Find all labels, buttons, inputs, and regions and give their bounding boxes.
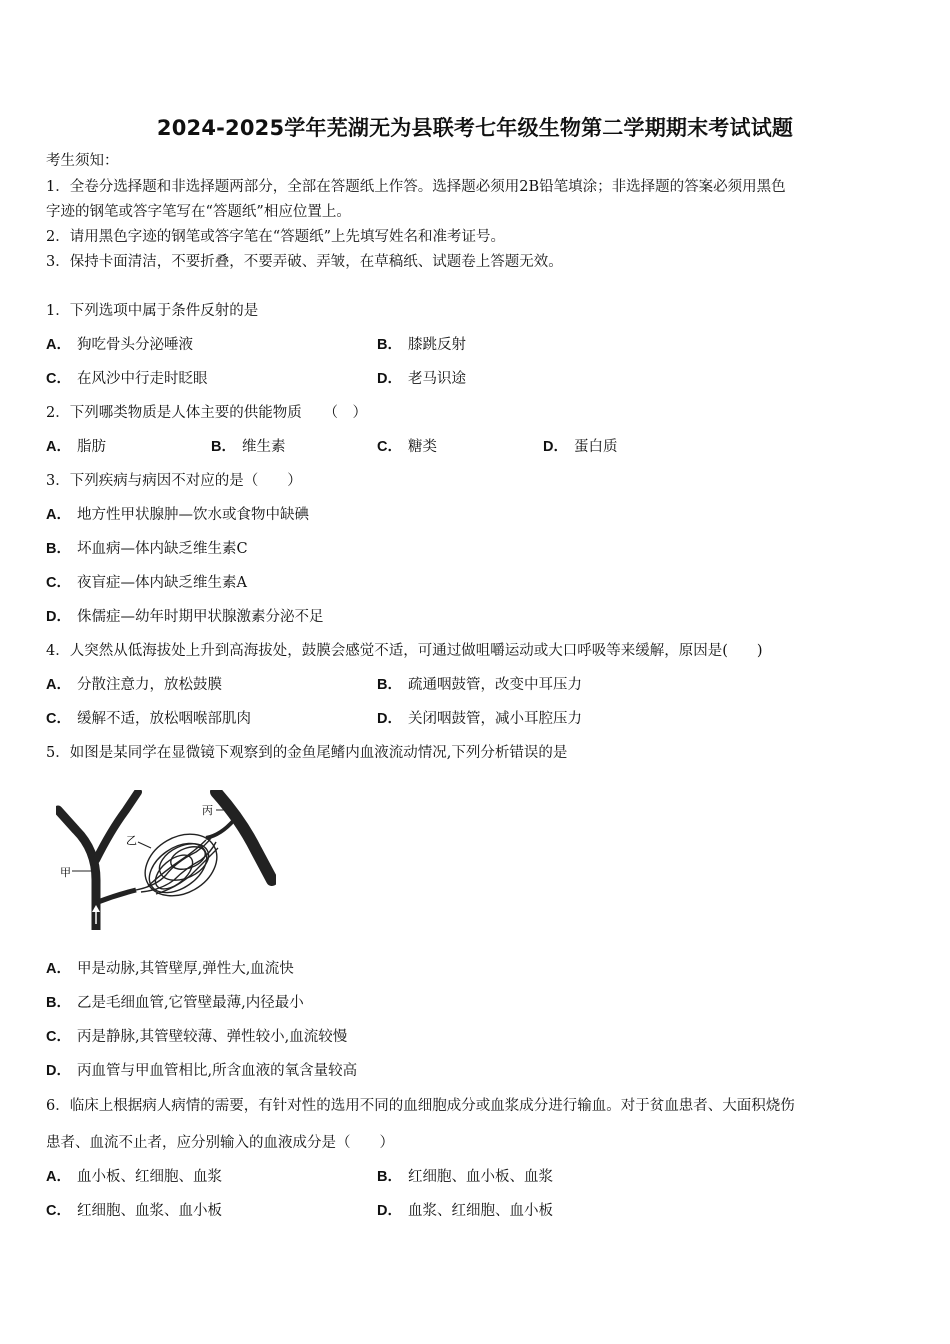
question-stem: 1．下列选项中属于条件反射的是	[46, 303, 259, 319]
option-a: A． 脂肪	[46, 439, 106, 455]
option-a: A． 甲是动脉,其管壁厚,弹性大,血流快	[46, 961, 294, 977]
question-stem: 6．临床上根据病人病情的需要，有针对性的选用不同的血细胞成分或血浆成分进行输血。对于贫血患者、大面积烧伤	[46, 1098, 795, 1114]
option-a: A． 血小板、红细胞、血浆	[46, 1169, 222, 1185]
label-bing: 丙	[202, 804, 213, 817]
option-c: C． 丙是静脉,其管壁较薄、弹性较小,血流较慢	[46, 1029, 348, 1045]
notice-item: 字迹的钢笔或答字笔写在“答题纸”相应位置上。	[46, 204, 351, 220]
option-c: C． 红细胞、血浆、血小板	[46, 1203, 222, 1219]
option-c: C． 糖类	[377, 439, 437, 455]
question-stem: 3．下列疾病与病因不对应的是（ ）	[46, 473, 302, 489]
option-d: D． 关闭咽鼓管，减小耳腔压力	[377, 711, 582, 727]
option-b: B． 红细胞、血小板、血浆	[377, 1169, 553, 1185]
option-b: B． 疏通咽鼓管，改变中耳压力	[377, 677, 582, 693]
option-d: D． 血浆、红细胞、血小板	[377, 1203, 553, 1219]
option-d: D． 老马识途	[377, 371, 466, 387]
option-d: D． 丙血管与甲血管相比,所含血液的氧含量较高	[46, 1063, 358, 1079]
notice-item: 3．保持卡面清洁，不要折叠，不要弄破、弄皱，在草稿纸、试题卷上答题无效。	[46, 254, 563, 270]
label-yi: 乙	[126, 834, 137, 847]
option-b: B． 膝跳反射	[377, 337, 466, 353]
option-a: A． 地方性甲状腺肿—饮水或食物中缺碘	[46, 507, 309, 523]
page-title: 2024-2025学年芜湖无为县联考七年级生物第二学期期末考试试题	[156, 116, 794, 140]
option-c: C． 在风沙中行走时眨眼	[46, 371, 208, 387]
question-stem: 4．人突然从低海拔处上升到高海拔处，鼓膜会感觉不适，可通过做咀嚼运动或大口呼吸等来缓解，原因是( )	[46, 643, 763, 659]
blood-vessel-figure	[56, 790, 276, 930]
notice-item: 2．请用黑色字迹的钢笔或答字笔在“答题纸”上先填写姓名和准考证号。	[46, 229, 506, 245]
option-b: B． 维生素	[211, 439, 286, 455]
label-jia: 甲	[60, 866, 71, 879]
question-stem-continued: 患者、血流不止者，应分别输入的血液成分是（ ）	[46, 1135, 394, 1151]
question-stem: 2．下列哪类物质是人体主要的供能物质 （ ）	[46, 405, 367, 421]
option-a: A． 狗吃骨头分泌唾液	[46, 337, 193, 353]
option-c: C． 夜盲症—体内缺乏维生素A	[46, 575, 247, 591]
option-d: D． 蛋白质	[543, 439, 618, 455]
question-stem: 5．如图是某同学在显微镜下观察到的金鱼尾鳍内血液流动情况,下列分析错误的是	[46, 745, 568, 761]
option-a: A． 分散注意力，放松鼓膜	[46, 677, 222, 693]
option-b: B． 乙是毛细血管,它管壁最薄,内径最小	[46, 995, 304, 1011]
option-d: D． 侏儒症—幼年时期甲状腺激素分泌不足	[46, 609, 324, 625]
notice-heading: 考生须知：	[46, 153, 119, 169]
option-c: C． 缓解不适，放松咽喉部肌肉	[46, 711, 251, 727]
notice-item: 1．全卷分选择题和非选择题两部分，全部在答题纸上作答。选择题必须用2B铅笔填涂；非选择题的答案必须用黑色	[46, 179, 786, 195]
option-b: B． 坏血病—体内缺乏维生素C	[46, 541, 248, 557]
